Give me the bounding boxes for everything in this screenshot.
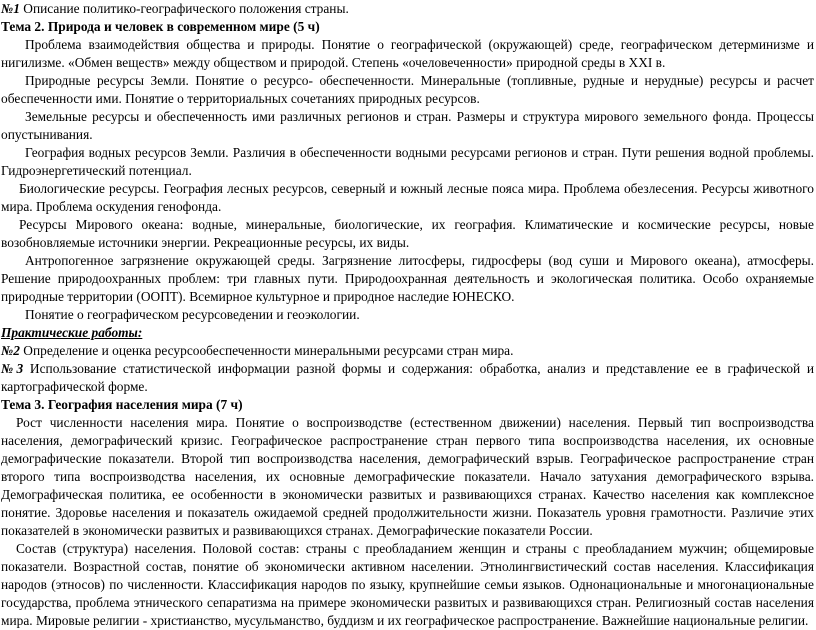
- task-3: [1, 360, 814, 396]
- paragraph: Земельные ресурсы и обеспеченность ими различных регионов и стран. Размеры и структура мирового земельного фонда. Процессы опустынивания.: [1, 109, 814, 142]
- paragraph: Проблема взаимодействия общества и природы. Понятие о географической (окружающей) среде, географическом детерминизме и нигилизме. «Обмен веществ» между обществом и природой. Степень «очеловеченности» природной среды в XXI в.: [1, 37, 814, 70]
- paragraph: Рост численности населения мира. Понятие о воспроизводстве (естественном движении) населения. Первый тип воспроизводства населения, демографический кризис. Географическое распространение стран первого типа воспроизводства населения, их основные демографические показатели. Второй тип воспроизводства населения, демографический взрыв. Географическое распространение стран второго типа воспроизводства населения, их основные демографические показатели. Начало затухания демографического взрыва. Демографическая политика, ее особенности в экономически развитых и развивающихся странах. Качество населения как комплексное понятие. Здоровье населения и показатель ожидаемой средней продолжительности жизни. Показатель уровня грамотности. Различие этих показателей в экономически развитых и развивающихся странах. Демографические показатели России.: [1, 415, 814, 538]
- task-number: №1: [1, 1, 20, 16]
- paragraph: Ресурсы Мирового океана: водные, минеральные, биологические, их география. Климатические и космические ресурсы, новые возобновляемые источники энергии. Рекреационные ресурсы, их виды.: [1, 217, 814, 250]
- topic-3-heading: Тема 3. География населения мира (7 ч): [1, 397, 243, 412]
- paragraph: Биологические ресурсы. География лесных ресурсов, северный и южный лесные пояса мира. Проблема обезлесения. Ресурсы животного мира. Проблема оскудения генофонда.: [1, 181, 814, 214]
- task-text: Использование статистической информации разной формы и содержания: обработка, анализ и представление ее в графической и картографической форме.: [1, 361, 814, 394]
- task-number: №3: [1, 361, 24, 376]
- task-text: Описание политико-географического положения страны.: [19, 1, 349, 16]
- practical-works-heading: Практические работы:: [1, 325, 143, 340]
- task-number: №2: [1, 343, 20, 358]
- task-text: Определение и оценка ресурсообеспеченности минеральными ресурсами стран мира.: [19, 343, 514, 358]
- paragraph: Понятие о географическом ресурсоведении и геоэкологии.: [25, 307, 360, 322]
- topic-2-heading: Тема 2. Природа и человек в современном мире (5 ч): [1, 19, 320, 34]
- paragraph: География водных ресурсов Земли. Различия в обеспеченности водными ресурсами регионов и стран. Пути решения водной проблемы. Гидроэнергетический потенциал.: [1, 145, 814, 178]
- document-page: [1, 0, 814, 630]
- task-2: [1, 342, 814, 360]
- paragraph: Природные ресурсы Земли. Понятие о ресурсо- обеспеченности. Минеральные (топливные, рудные и нерудные) ресурсы и расчет обеспеченности ими. Понятие о территориальных сочетаниях природных ресурсов.: [1, 73, 814, 106]
- paragraph: Антропогенное загрязнение окружающей среды. Загрязнение литосферы, гидросферы (вод суши и Мирового океана), атмосферы. Решение природоохранных проблем: три главных пути. Природоохранная деятельность и экологическая политика. Особо охраняемые природные территории (ООПТ). Всемирное культурное и природное наследие ЮНЕСКО.: [1, 253, 814, 304]
- paragraph: Состав (структура) населения. Половой состав: страны с преобладанием женщин и страны с преобладанием мужчин; общемировые показатели. Возрастной состав, понятие об экономически активном населении. Этнолингвистический состав населения. Классификация народов (этносов) по численности. Классификация народов по языку, крупнейшие семьи языков. Однонациональные и многонациональные государства, проблема этнического сепаратизма на примере экономически развитых и развивающихся стран. Религиозный состав населения мира. Мировые религии - христианство, мусульманство, буддизм и их географическое распространение. Важнейшие национальные религии.: [1, 541, 814, 628]
- task-1: [1, 0, 814, 18]
